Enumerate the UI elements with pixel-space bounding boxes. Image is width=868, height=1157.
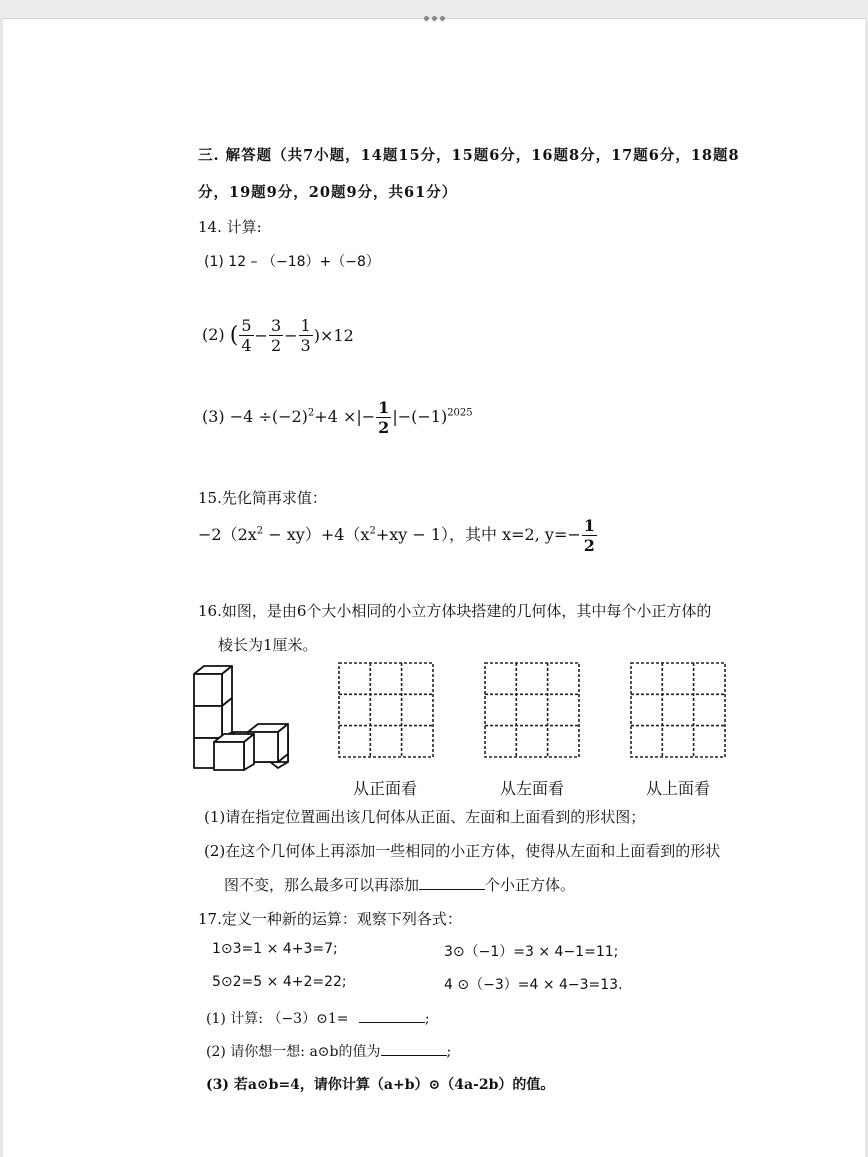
q16-p2-text-b: 个小正方体。 [485, 876, 576, 894]
q14-p3-post: |−(−1) [392, 407, 448, 426]
q15-sup-a: 2 [256, 525, 264, 537]
q15-title: 15.先化简再求值： [198, 489, 327, 507]
q14-p2-tail: )×12 [313, 326, 354, 345]
top-view-grid[interactable] [630, 662, 726, 758]
q15-expr-a: −2（2x [198, 525, 257, 544]
q14-part2 [202, 316, 354, 355]
q14-part1: (1) 12 – （−18）+（−8） [204, 254, 380, 270]
q14-p3-sup1: 2 [307, 407, 315, 419]
label-front-view: 从正面看 [353, 779, 418, 798]
q14-p3-sup2: 2025 [447, 407, 473, 419]
q16-line2: 棱长为1厘米。 [218, 636, 318, 654]
q16-p2-text-a: 图不变，那么最多可以再添加 [224, 876, 420, 894]
q16-part2-line1: (2)在这个几何体上再添加一些相同的小正方体，使得从左面和上面看到的形状 [204, 842, 721, 860]
q17-p1-semicolon: ; [424, 1011, 430, 1027]
q14-p2-minus1: − [254, 326, 268, 345]
q16-part2-line2 [224, 874, 575, 895]
q14-p2-frac3 [299, 316, 313, 355]
page-edge-left [0, 18, 3, 1157]
q17-p2-answer-blank[interactable] [381, 1041, 447, 1056]
q14-p2-minus2: − [284, 326, 298, 345]
q14-p3-mid: +4 ×|− [314, 407, 376, 426]
more-options-icon[interactable] [424, 6, 448, 12]
q17-p2-semicolon: ; [446, 1044, 452, 1060]
front-view-grid[interactable] [338, 662, 434, 758]
q16-answer-blank[interactable] [419, 875, 485, 890]
q17-part3: (3) 若a⊙b=4，请你计算（a+b）⊙（4a-2b）的值。 [206, 1077, 555, 1093]
q16-part1: (1)请在指定位置画出该几何体从正面、左面和上面看到的形状图； [204, 808, 646, 826]
q17-eq3: 5⊙2=5 × 4+2=22; [212, 974, 347, 990]
q17-p1-answer-blank[interactable] [359, 1008, 425, 1023]
q17-eq4: 4 ⊙（−3）=4 × 4−3=13. [444, 977, 623, 993]
label-left-view: 从左面看 [500, 779, 565, 798]
frac2-numerator: 3 [270, 316, 282, 335]
cube-side-face [278, 724, 288, 762]
q14-part3 [202, 398, 473, 437]
left-view-grid[interactable] [484, 662, 580, 758]
p3-frac-numerator: 1 [378, 398, 390, 417]
q17-p1-text: (1) 计算: （−3）⊙1= [206, 1011, 349, 1027]
q15-expression [198, 516, 598, 555]
q15-expr-b: − xy）+4（x [263, 525, 370, 544]
q14-p3-label: (3) [202, 407, 225, 426]
viewer-top-bar [0, 0, 868, 19]
q17-title: 17.定义一种新的运算：观察下列各式： [198, 910, 462, 928]
q17-eq2: 3⊙（−1）=3 × 4−1=11; [444, 944, 619, 960]
q15-frac-numerator: 1 [583, 516, 595, 535]
q17-eq1: 1⊙3=1 × 4+3=7; [212, 941, 338, 957]
frac1-denominator: 4 [241, 336, 252, 355]
q15-frac-denominator: 2 [583, 536, 595, 555]
frac2-denominator: 2 [270, 336, 282, 355]
label-top-view: 从上面看 [646, 779, 711, 798]
q15-expr-c: +xy − 1），其中 x=2, y=− [375, 525, 581, 544]
cube-front-face [194, 706, 222, 738]
p3-frac-denominator: 2 [378, 418, 390, 437]
q17-part1 [206, 1008, 430, 1028]
q16-line1: 16.如图，是由6个大小相同的小立方体块搭建的几何体，其中每个小正方体的 [198, 602, 712, 620]
q14-p3-frac [376, 398, 391, 437]
q17-part2 [206, 1041, 451, 1061]
cube-front-face [194, 674, 222, 706]
q17-p2-text: (2) 请你想一想: a⊙b的值为 [206, 1044, 381, 1060]
q14-p2-label: (2) [202, 325, 225, 344]
q15-frac [582, 516, 597, 555]
q15-sup-b: 2 [369, 525, 376, 537]
q14-p2-frac2 [269, 316, 283, 355]
cube-solid-figure [192, 662, 292, 772]
q14-p3-pre: −4 ÷(−2) [229, 407, 308, 426]
frac3-denominator: 3 [300, 336, 311, 355]
q14-p2-open: ( [229, 323, 239, 348]
section-header-line1: 三. 解答题（共7小题，14题15分，15题6分，16题8分，17题6分，18题8 [198, 147, 740, 164]
frac3-numerator: 1 [300, 316, 311, 335]
q14-p2-frac1 [239, 316, 253, 355]
q14-title: 14. 计算: [198, 218, 262, 236]
cube-side-face [222, 698, 232, 738]
cube-front-face [214, 742, 244, 770]
section-header-line2: 分，19题9分，20题9分，共61分） [198, 184, 458, 201]
frac1-numerator: 5 [241, 316, 252, 335]
